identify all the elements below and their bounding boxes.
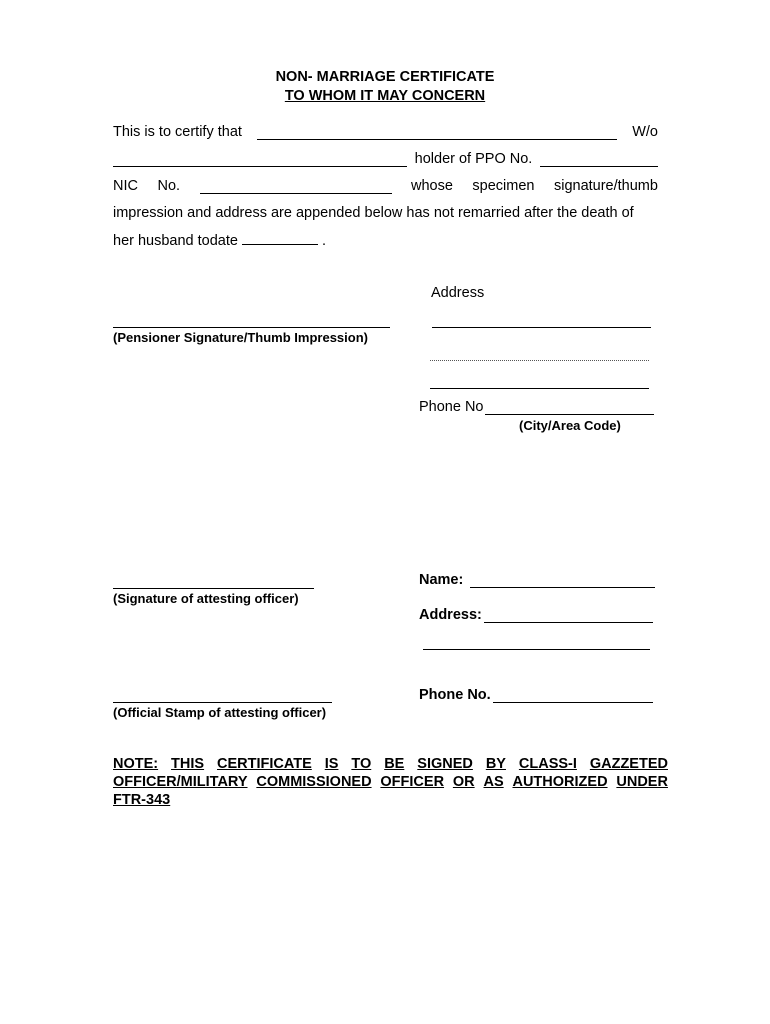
officer-name-line[interactable] xyxy=(470,587,655,588)
note-word: UNDER xyxy=(616,774,668,790)
officer-phone-label: Phone No. xyxy=(419,687,491,703)
para-line-2 xyxy=(113,151,658,167)
note-word: IS xyxy=(324,756,339,772)
note-word: OFFICER/MILITARY xyxy=(113,774,248,790)
note-word: COMMISSIONED xyxy=(256,774,372,790)
note-ftr: FTR-343 xyxy=(113,792,171,808)
ppo-number-blank[interactable] xyxy=(540,152,658,167)
note-block xyxy=(113,755,668,809)
todate-period: . xyxy=(322,233,327,249)
attesting-signature-label: (Signature of attesting officer) xyxy=(113,591,299,606)
officer-phone-line[interactable] xyxy=(493,702,653,703)
pensioner-signature-label: (Pensioner Signature/Thumb Impression) xyxy=(113,330,368,345)
note-line-3 xyxy=(113,791,668,809)
address-line-3[interactable] xyxy=(430,388,649,389)
para-line-5 xyxy=(113,231,326,249)
officer-name-label: Name: xyxy=(419,572,464,588)
para-line-3 xyxy=(113,178,658,194)
note-word: OR xyxy=(452,774,475,790)
phone-no-label: Phone No xyxy=(419,399,484,415)
todate-text: her husband todate xyxy=(113,233,238,249)
note-word: NOTE: xyxy=(113,756,159,772)
note-word: GAZZETED xyxy=(589,756,668,772)
note-word: OFFICER xyxy=(380,774,445,790)
para-line-4: impression and address are appended below has not remarried after the death of xyxy=(113,205,634,221)
official-stamp-label: (Official Stamp of attesting officer) xyxy=(113,705,327,720)
todate-blank[interactable] xyxy=(242,231,318,245)
note-word: THIS xyxy=(171,756,205,772)
officer-address-line-2[interactable] xyxy=(423,649,650,650)
note-word: BY xyxy=(485,756,506,772)
certify-name-blank[interactable] xyxy=(257,125,617,140)
document-title: NON- MARRIAGE CERTIFICATE xyxy=(275,69,495,85)
para-line-1 xyxy=(113,124,658,140)
note-word: TO xyxy=(351,756,372,772)
note-line-1 xyxy=(113,755,668,773)
certify-text: This is to certify that xyxy=(113,124,242,140)
address-label: Address xyxy=(431,285,485,301)
specimen-text: specimen xyxy=(472,178,535,194)
note-word: BE xyxy=(384,756,405,772)
official-stamp-line[interactable] xyxy=(113,702,332,703)
note-line-2 xyxy=(113,773,668,791)
officer-address-label: Address: xyxy=(419,607,482,623)
note-word: SIGNED xyxy=(417,756,473,772)
signature-thumb-text: signature/thumb xyxy=(553,178,658,194)
wo-text: W/o xyxy=(632,124,658,140)
whose-text: whose xyxy=(411,178,453,194)
address-line-2[interactable] xyxy=(430,360,649,361)
document-subtitle-text: TO WHOM IT MAY CONCERN xyxy=(284,88,486,104)
nic-text: NIC xyxy=(113,178,138,194)
officer-address-line-1[interactable] xyxy=(484,622,653,623)
nic-no-text: No. xyxy=(157,178,181,194)
address-line-1[interactable] xyxy=(432,327,651,328)
note-word: CERTIFICATE xyxy=(217,756,312,772)
ppo-text: holder of PPO No. xyxy=(414,151,533,167)
nic-number-blank[interactable] xyxy=(200,179,392,194)
document-subtitle xyxy=(0,88,770,104)
husband-name-blank[interactable] xyxy=(113,152,407,167)
note-word: AUTHORIZED xyxy=(512,774,608,790)
note-word: AS xyxy=(483,774,504,790)
phone-no-line[interactable] xyxy=(485,414,654,415)
note-word: CLASS-I xyxy=(518,756,577,772)
city-area-code-label: (City/Area Code) xyxy=(519,418,621,433)
attesting-signature-line[interactable] xyxy=(113,588,314,589)
pensioner-signature-line[interactable] xyxy=(113,327,390,328)
